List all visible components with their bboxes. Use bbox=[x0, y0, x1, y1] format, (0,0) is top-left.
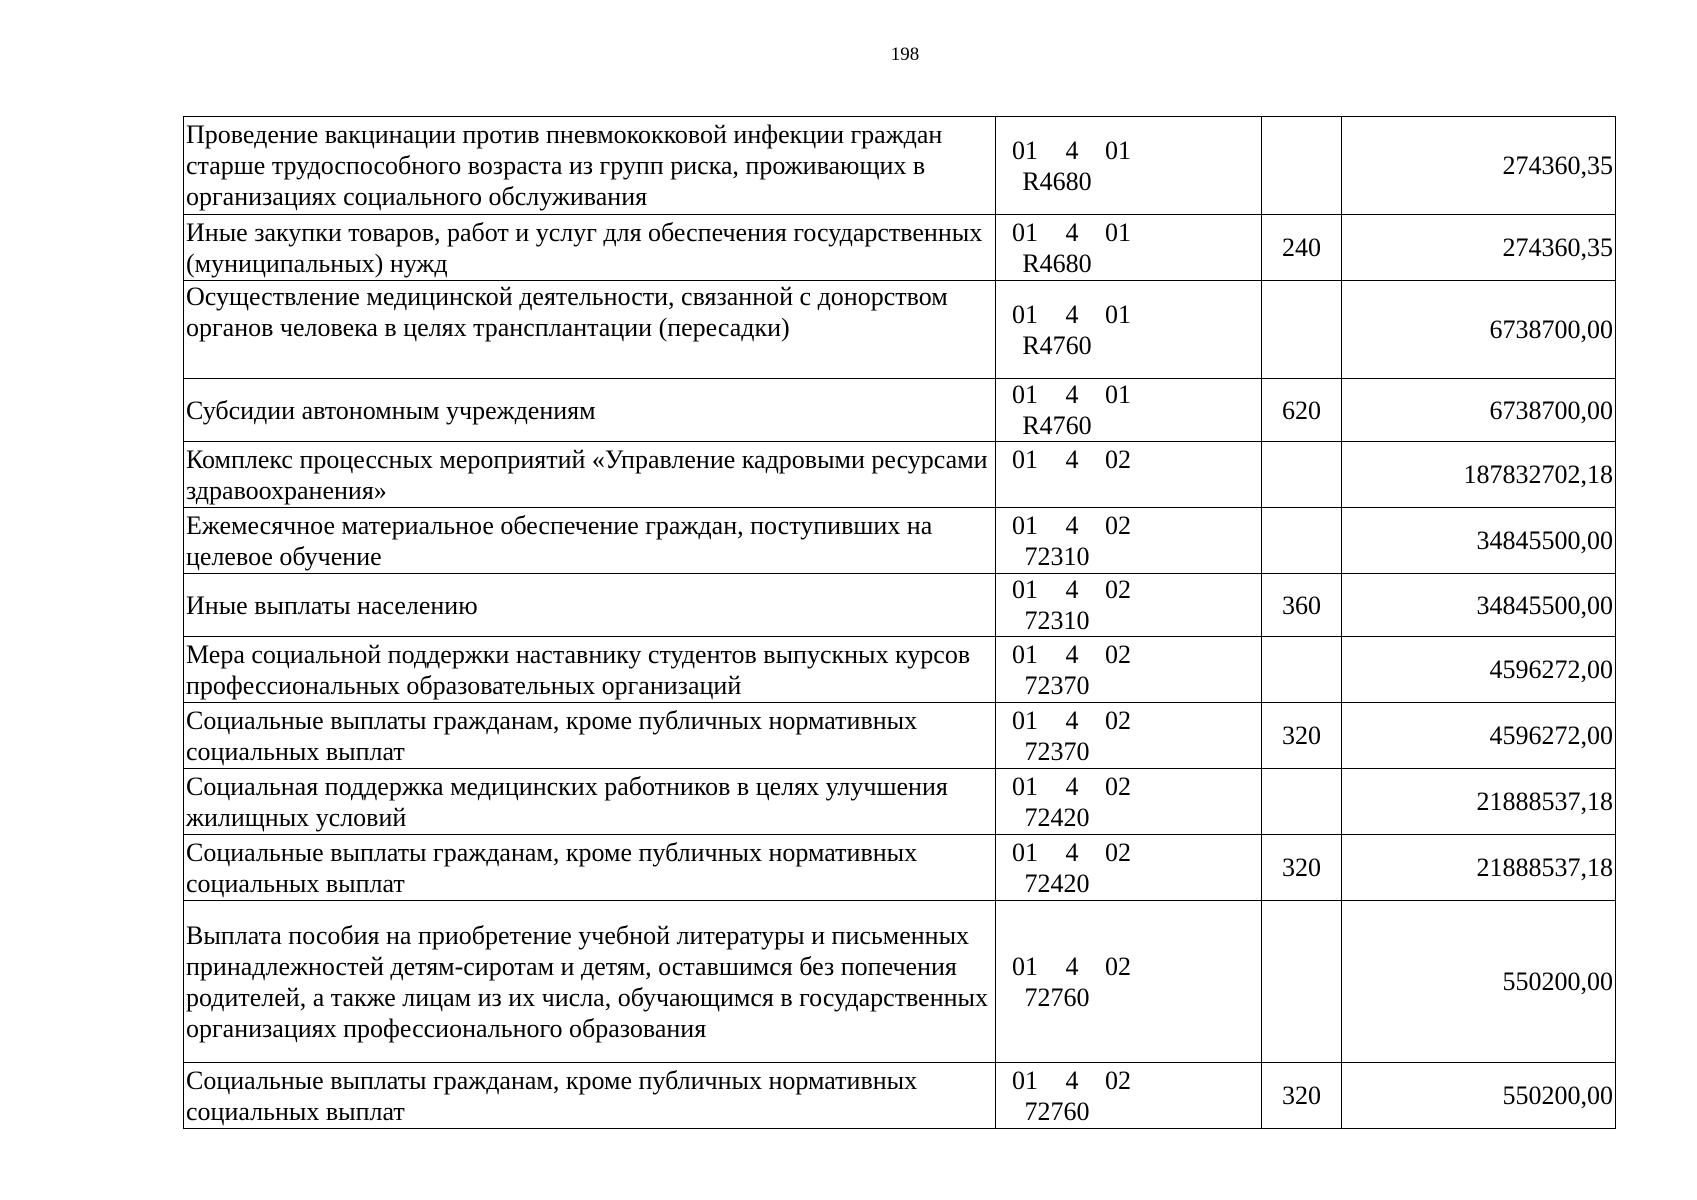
row-event-code: 01 bbox=[1105, 299, 1131, 329]
budget-table bbox=[183, 116, 1616, 1129]
row-codes bbox=[996, 703, 1262, 769]
row-codes bbox=[996, 574, 1262, 637]
row-amount: 21888537,18 bbox=[1342, 835, 1616, 901]
row-event-code: 01 bbox=[1105, 380, 1131, 409]
row-expense-type: 320 bbox=[1262, 835, 1342, 901]
row-direction-code: 72310 bbox=[1024, 606, 1090, 635]
row-expense-type: 240 bbox=[1262, 215, 1342, 281]
row-expense-type: 320 bbox=[1262, 703, 1342, 769]
row-program-code: 01 bbox=[1012, 837, 1038, 867]
row-name: Комплекс процессных мероприятий «Управление кадровыми ресурсами здравоохранения» bbox=[184, 442, 996, 508]
row-direction-code: R4760 bbox=[1022, 411, 1092, 440]
row-program-code: 01 bbox=[1012, 299, 1038, 329]
row-codes bbox=[996, 442, 1262, 508]
table-row bbox=[184, 769, 1616, 835]
row-expense-type bbox=[1262, 637, 1342, 703]
table-row bbox=[184, 215, 1616, 281]
row-name: Социальные выплаты гражданам, кроме публичных нормативных социальных выплат bbox=[184, 703, 996, 769]
row-name: Ежемесячное материальное обеспечение граждан, поступивших на целевое обучение bbox=[184, 508, 996, 574]
row-name: Выплата пособия на приобретение учебной литературы и письменных принадлежностей детям-сиротам и детям, оставшимся без попечения родителей, а также лицам из их числа, обучающимся в государственных организациях профессионального образования bbox=[184, 901, 996, 1063]
row-direction-code: 72420 bbox=[1024, 868, 1090, 898]
row-name: Осуществление медицинской деятельности, связанной с донорством органов человека в целях трансплантации (пересадки) bbox=[184, 281, 996, 379]
row-program-code: 01 bbox=[1012, 1065, 1038, 1095]
row-expense-type: 620 bbox=[1262, 379, 1342, 442]
row-amount: 274360,35 bbox=[1342, 117, 1616, 215]
row-amount: 21888537,18 bbox=[1342, 769, 1616, 835]
row-expense-type: 360 bbox=[1262, 574, 1342, 637]
row-expense-type bbox=[1262, 117, 1342, 215]
row-direction-code: 72760 bbox=[1024, 1096, 1090, 1126]
row-amount: 4596272,00 bbox=[1342, 637, 1616, 703]
row-subprogram-code: 4 bbox=[1065, 705, 1079, 735]
row-subprogram-code: 4 bbox=[1065, 1065, 1079, 1095]
row-expense-type bbox=[1262, 508, 1342, 574]
row-program-code: 01 bbox=[1012, 951, 1038, 981]
row-codes bbox=[996, 637, 1262, 703]
row-amount: 34845500,00 bbox=[1342, 574, 1616, 637]
row-subprogram-code: 4 bbox=[1065, 380, 1079, 409]
row-codes bbox=[996, 901, 1262, 1063]
row-codes bbox=[996, 1063, 1262, 1129]
row-expense-type bbox=[1262, 769, 1342, 835]
row-subprogram-code: 4 bbox=[1065, 837, 1079, 867]
row-expense-type bbox=[1262, 901, 1342, 1063]
row-program-code: 01 bbox=[1012, 380, 1038, 409]
row-program-code: 01 bbox=[1012, 510, 1038, 540]
row-amount: 6738700,00 bbox=[1342, 379, 1616, 442]
row-event-code: 02 bbox=[1105, 705, 1131, 735]
table-row bbox=[184, 901, 1616, 1063]
row-direction-code: 72310 bbox=[1024, 541, 1090, 571]
row-name: Социальная поддержка медицинских работников в целях улучшения жилищных условий bbox=[184, 769, 996, 835]
row-subprogram-code: 4 bbox=[1065, 444, 1079, 474]
table-row bbox=[184, 637, 1616, 703]
budget-table-body bbox=[184, 117, 1616, 1129]
table-row bbox=[184, 1063, 1616, 1129]
row-name: Иные закупки товаров, работ и услуг для обеспечения государственных (муниципальных) нужд bbox=[184, 215, 996, 281]
row-program-code: 01 bbox=[1012, 217, 1038, 247]
row-direction-code: 72760 bbox=[1024, 982, 1090, 1012]
row-codes bbox=[996, 769, 1262, 835]
row-event-code: 02 bbox=[1105, 510, 1131, 540]
row-event-code: 02 bbox=[1105, 951, 1131, 981]
row-program-code: 01 bbox=[1012, 444, 1038, 474]
row-direction-code: R4680 bbox=[1022, 248, 1092, 278]
row-subprogram-code: 4 bbox=[1065, 217, 1079, 247]
row-direction-code: R4680 bbox=[1022, 166, 1092, 196]
row-subprogram-code: 4 bbox=[1065, 639, 1079, 669]
row-expense-type bbox=[1262, 442, 1342, 508]
row-amount: 550200,00 bbox=[1342, 1063, 1616, 1129]
row-amount: 550200,00 bbox=[1342, 901, 1616, 1063]
row-event-code: 02 bbox=[1105, 575, 1131, 604]
row-subprogram-code: 4 bbox=[1065, 135, 1079, 165]
row-event-code: 02 bbox=[1105, 771, 1131, 801]
row-event-code: 02 bbox=[1105, 444, 1131, 474]
row-codes bbox=[996, 835, 1262, 901]
table-row bbox=[184, 574, 1616, 637]
row-subprogram-code: 4 bbox=[1065, 510, 1079, 540]
row-name: Проведение вакцинации против пневмококковой инфекции граждан старше трудоспособного возраста из групп риска, проживающих в организациях социального обслуживания bbox=[184, 117, 996, 215]
row-expense-type bbox=[1262, 281, 1342, 379]
table-row bbox=[184, 281, 1616, 379]
row-subprogram-code: 4 bbox=[1065, 771, 1079, 801]
row-name: Мера социальной поддержки наставнику студентов выпускных курсов профессиональных образовательных организаций bbox=[184, 637, 996, 703]
table-row bbox=[184, 442, 1616, 508]
row-amount: 187832702,18 bbox=[1342, 442, 1616, 508]
table-row bbox=[184, 835, 1616, 901]
row-program-code: 01 bbox=[1012, 705, 1038, 735]
row-direction-code: 72370 bbox=[1024, 736, 1090, 766]
row-subprogram-code: 4 bbox=[1065, 951, 1079, 981]
row-direction-code: R4760 bbox=[1022, 330, 1092, 360]
page-number: 198 bbox=[890, 44, 920, 65]
row-event-code: 02 bbox=[1105, 639, 1131, 669]
table-row bbox=[184, 508, 1616, 574]
row-program-code: 01 bbox=[1012, 575, 1038, 604]
row-program-code: 01 bbox=[1012, 639, 1038, 669]
row-subprogram-code: 4 bbox=[1065, 575, 1079, 604]
table-row bbox=[184, 703, 1616, 769]
row-name: Субсидии автономным учреждениям bbox=[184, 379, 996, 442]
row-amount: 4596272,00 bbox=[1342, 703, 1616, 769]
row-expense-type: 320 bbox=[1262, 1063, 1342, 1129]
row-codes bbox=[996, 215, 1262, 281]
row-codes bbox=[996, 117, 1262, 215]
row-direction-code: 72420 bbox=[1024, 802, 1090, 832]
row-codes bbox=[996, 281, 1262, 379]
row-name: Иные выплаты населению bbox=[184, 574, 996, 637]
row-name: Социальные выплаты гражданам, кроме публичных нормативных социальных выплат bbox=[184, 835, 996, 901]
row-name: Социальные выплаты гражданам, кроме публичных нормативных социальных выплат bbox=[184, 1063, 996, 1129]
row-direction-code: 72370 bbox=[1024, 670, 1090, 700]
row-subprogram-code: 4 bbox=[1065, 299, 1079, 329]
row-program-code: 01 bbox=[1012, 771, 1038, 801]
row-event-code: 01 bbox=[1105, 217, 1131, 247]
row-amount: 274360,35 bbox=[1342, 215, 1616, 281]
row-event-code: 01 bbox=[1105, 135, 1131, 165]
row-amount: 6738700,00 bbox=[1342, 281, 1616, 379]
row-amount: 34845500,00 bbox=[1342, 508, 1616, 574]
row-event-code: 02 bbox=[1105, 837, 1131, 867]
table-row bbox=[184, 379, 1616, 442]
row-codes bbox=[996, 508, 1262, 574]
table-row bbox=[184, 117, 1616, 215]
row-event-code: 02 bbox=[1105, 1065, 1131, 1095]
row-codes bbox=[996, 379, 1262, 442]
row-program-code: 01 bbox=[1012, 135, 1038, 165]
